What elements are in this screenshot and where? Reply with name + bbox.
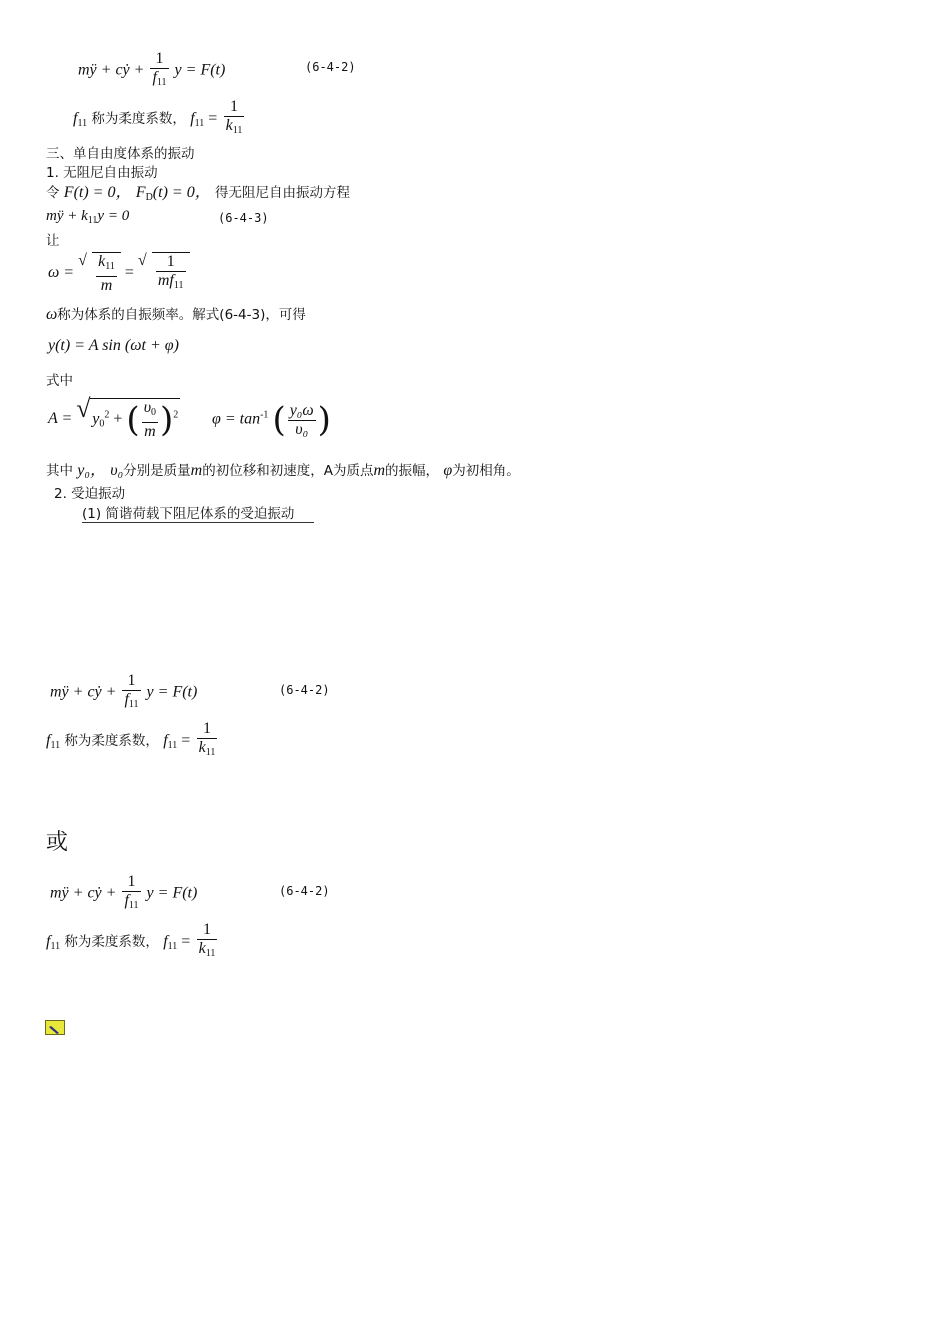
omega-description: ω称为体系的自振频率。解式(6-4-3)，可得	[46, 306, 306, 323]
divider-line	[82, 522, 314, 523]
equation-6-4-2-second: mÿ + cẏ + $\frac{1}{f_{11}}$ y = F(t)	[50, 672, 197, 714]
equation-number: (6-4-2)	[279, 683, 330, 697]
equation-number: (6-4-2)	[279, 884, 330, 898]
phase-equation: $\varphi = \tan^{-1}$ ( $\frac{\text{y₀ω}}{\text{υ₀}}$ )	[212, 400, 331, 440]
equation-6-4-3: mÿ + $k_{11}y = 0$	[46, 208, 130, 226]
or-label: 或	[46, 830, 69, 855]
pen-icon	[46, 1023, 64, 1036]
fraction: $\frac{1}{f_{11}}$	[150, 50, 168, 92]
where-line: 其中 y₀， υ₀分别是质量m的初位移和初速度，A为质点m的振幅， φ为初相角。	[46, 462, 520, 479]
section-heading: 三、单自由度体系的振动	[46, 146, 195, 162]
subsection-harmonic-load: (1) 简谐荷载下阻尼体系的受迫振动	[82, 506, 295, 522]
solution-equation: y(t) = A sin (ωt + φ)	[48, 337, 179, 354]
equation-number: (6-4-3)	[218, 211, 269, 225]
subsection-forced-vibration: 2. 受迫振动	[54, 486, 126, 502]
amplitude-equation: A = √ $y_0^2$ + ( $\frac{\upsilon_0}{m}$ )$^2$	[48, 394, 179, 440]
flexibility-line-third: $f_{11}$ 称为柔度系数， $f_{11}$ = $\frac{1}{k_{11}}$	[46, 921, 219, 963]
equation-6-4-2-top: mÿ + cẏ + $\frac{1}{f_{11}}$ y = F(t)	[78, 50, 225, 92]
shizhong-label: 式中	[46, 373, 73, 389]
subsection-free-vibration: 1. 无阻尼自由振动	[46, 165, 158, 181]
flexibility-line-top: $f_{11}$ 称为柔度系数， $f_{11}$ = $\frac{1}{k_{11}}$	[73, 98, 246, 140]
note-icon[interactable]	[45, 1020, 65, 1035]
omega-equation: ω = √ $\frac{k_{11}}{m}$ = √ $\frac{1}{mf_{11}}$	[48, 252, 190, 295]
rang-label: 让	[46, 233, 60, 249]
let-line: 令 F(t) = 0， $F_D(t) = 0$， 得无阻尼自由振动方程	[46, 184, 350, 203]
flexibility-line-second: $f_{11}$ 称为柔度系数， $f_{11}$ = $\frac{1}{k_{11}}$	[46, 720, 219, 762]
equation-6-4-2-third: mÿ + cẏ + $\frac{1}{f_{11}}$ y = F(t)	[50, 873, 197, 915]
equation-number: (6-4-2)	[305, 60, 356, 74]
